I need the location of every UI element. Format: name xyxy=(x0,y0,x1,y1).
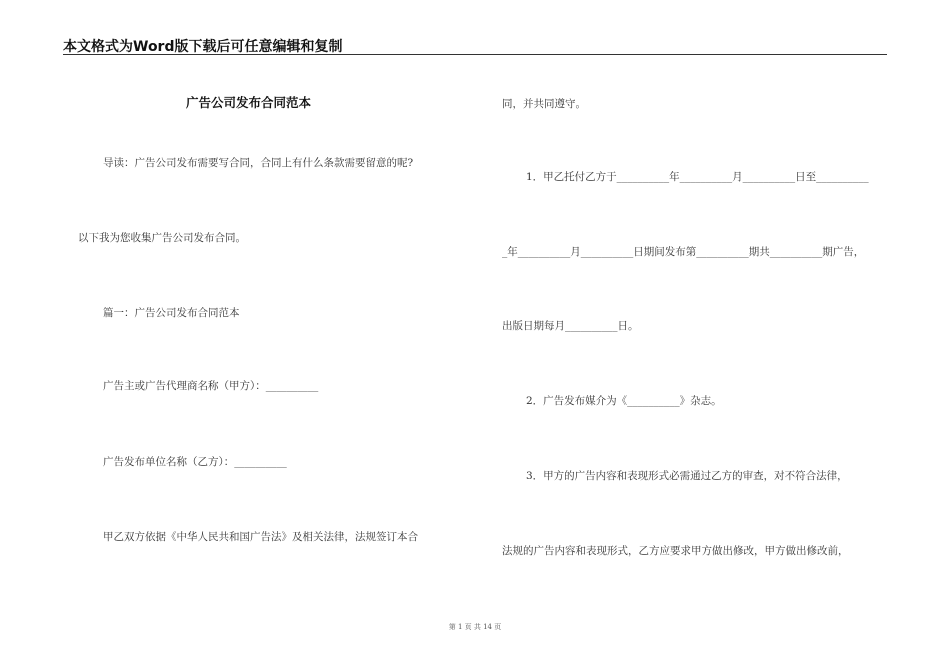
party-b-field: 广告发布单位名称（乙方）：__________ xyxy=(103,456,287,468)
page-indicator: 第 1 页 共 14 页 xyxy=(448,623,502,631)
paragraph-line: 同，并共同遵守。 xyxy=(502,98,586,110)
paragraph-line: 导读：广告公司发布需要写合同，合同上有什么条款需要留意的呢? xyxy=(103,157,414,169)
clause-2-line: 2．广告发布媒介为《__________》杂志。 xyxy=(526,395,722,407)
paragraph-line: 甲乙双方依据《中华人民共和国广告法》及相关法律，法规签订本合 xyxy=(103,531,418,543)
document-title: 广告公司发布合同范本 xyxy=(186,95,312,110)
header-divider xyxy=(63,54,887,55)
clause-1-line: 1．甲乙托付乙方于__________年__________月__________日至__________ xyxy=(526,171,869,183)
clause-1-line: 出版日期每月__________日。 xyxy=(502,320,639,332)
party-a-field: 广告主或广告代理商名称（甲方）：__________ xyxy=(103,380,319,392)
clause-1-line: _年__________月__________日期间发布第__________期共__________期广告， xyxy=(502,246,865,258)
document-header: 本文格式为Word版下载后可任意编辑和复制 xyxy=(63,39,343,55)
clause-3-line: 法规的广告内容和表现形式，乙方应要求甲方做出修改，甲方做出修改前， xyxy=(502,545,849,557)
paragraph-line: 以下我为您收集广告公司发布合同。 xyxy=(78,232,246,244)
clause-3-line: 3．甲方的广告内容和表现形式必需通过乙方的审查，对不符合法律， xyxy=(526,470,848,482)
section-heading: 篇一：广告公司发布合同范本 xyxy=(103,307,240,319)
